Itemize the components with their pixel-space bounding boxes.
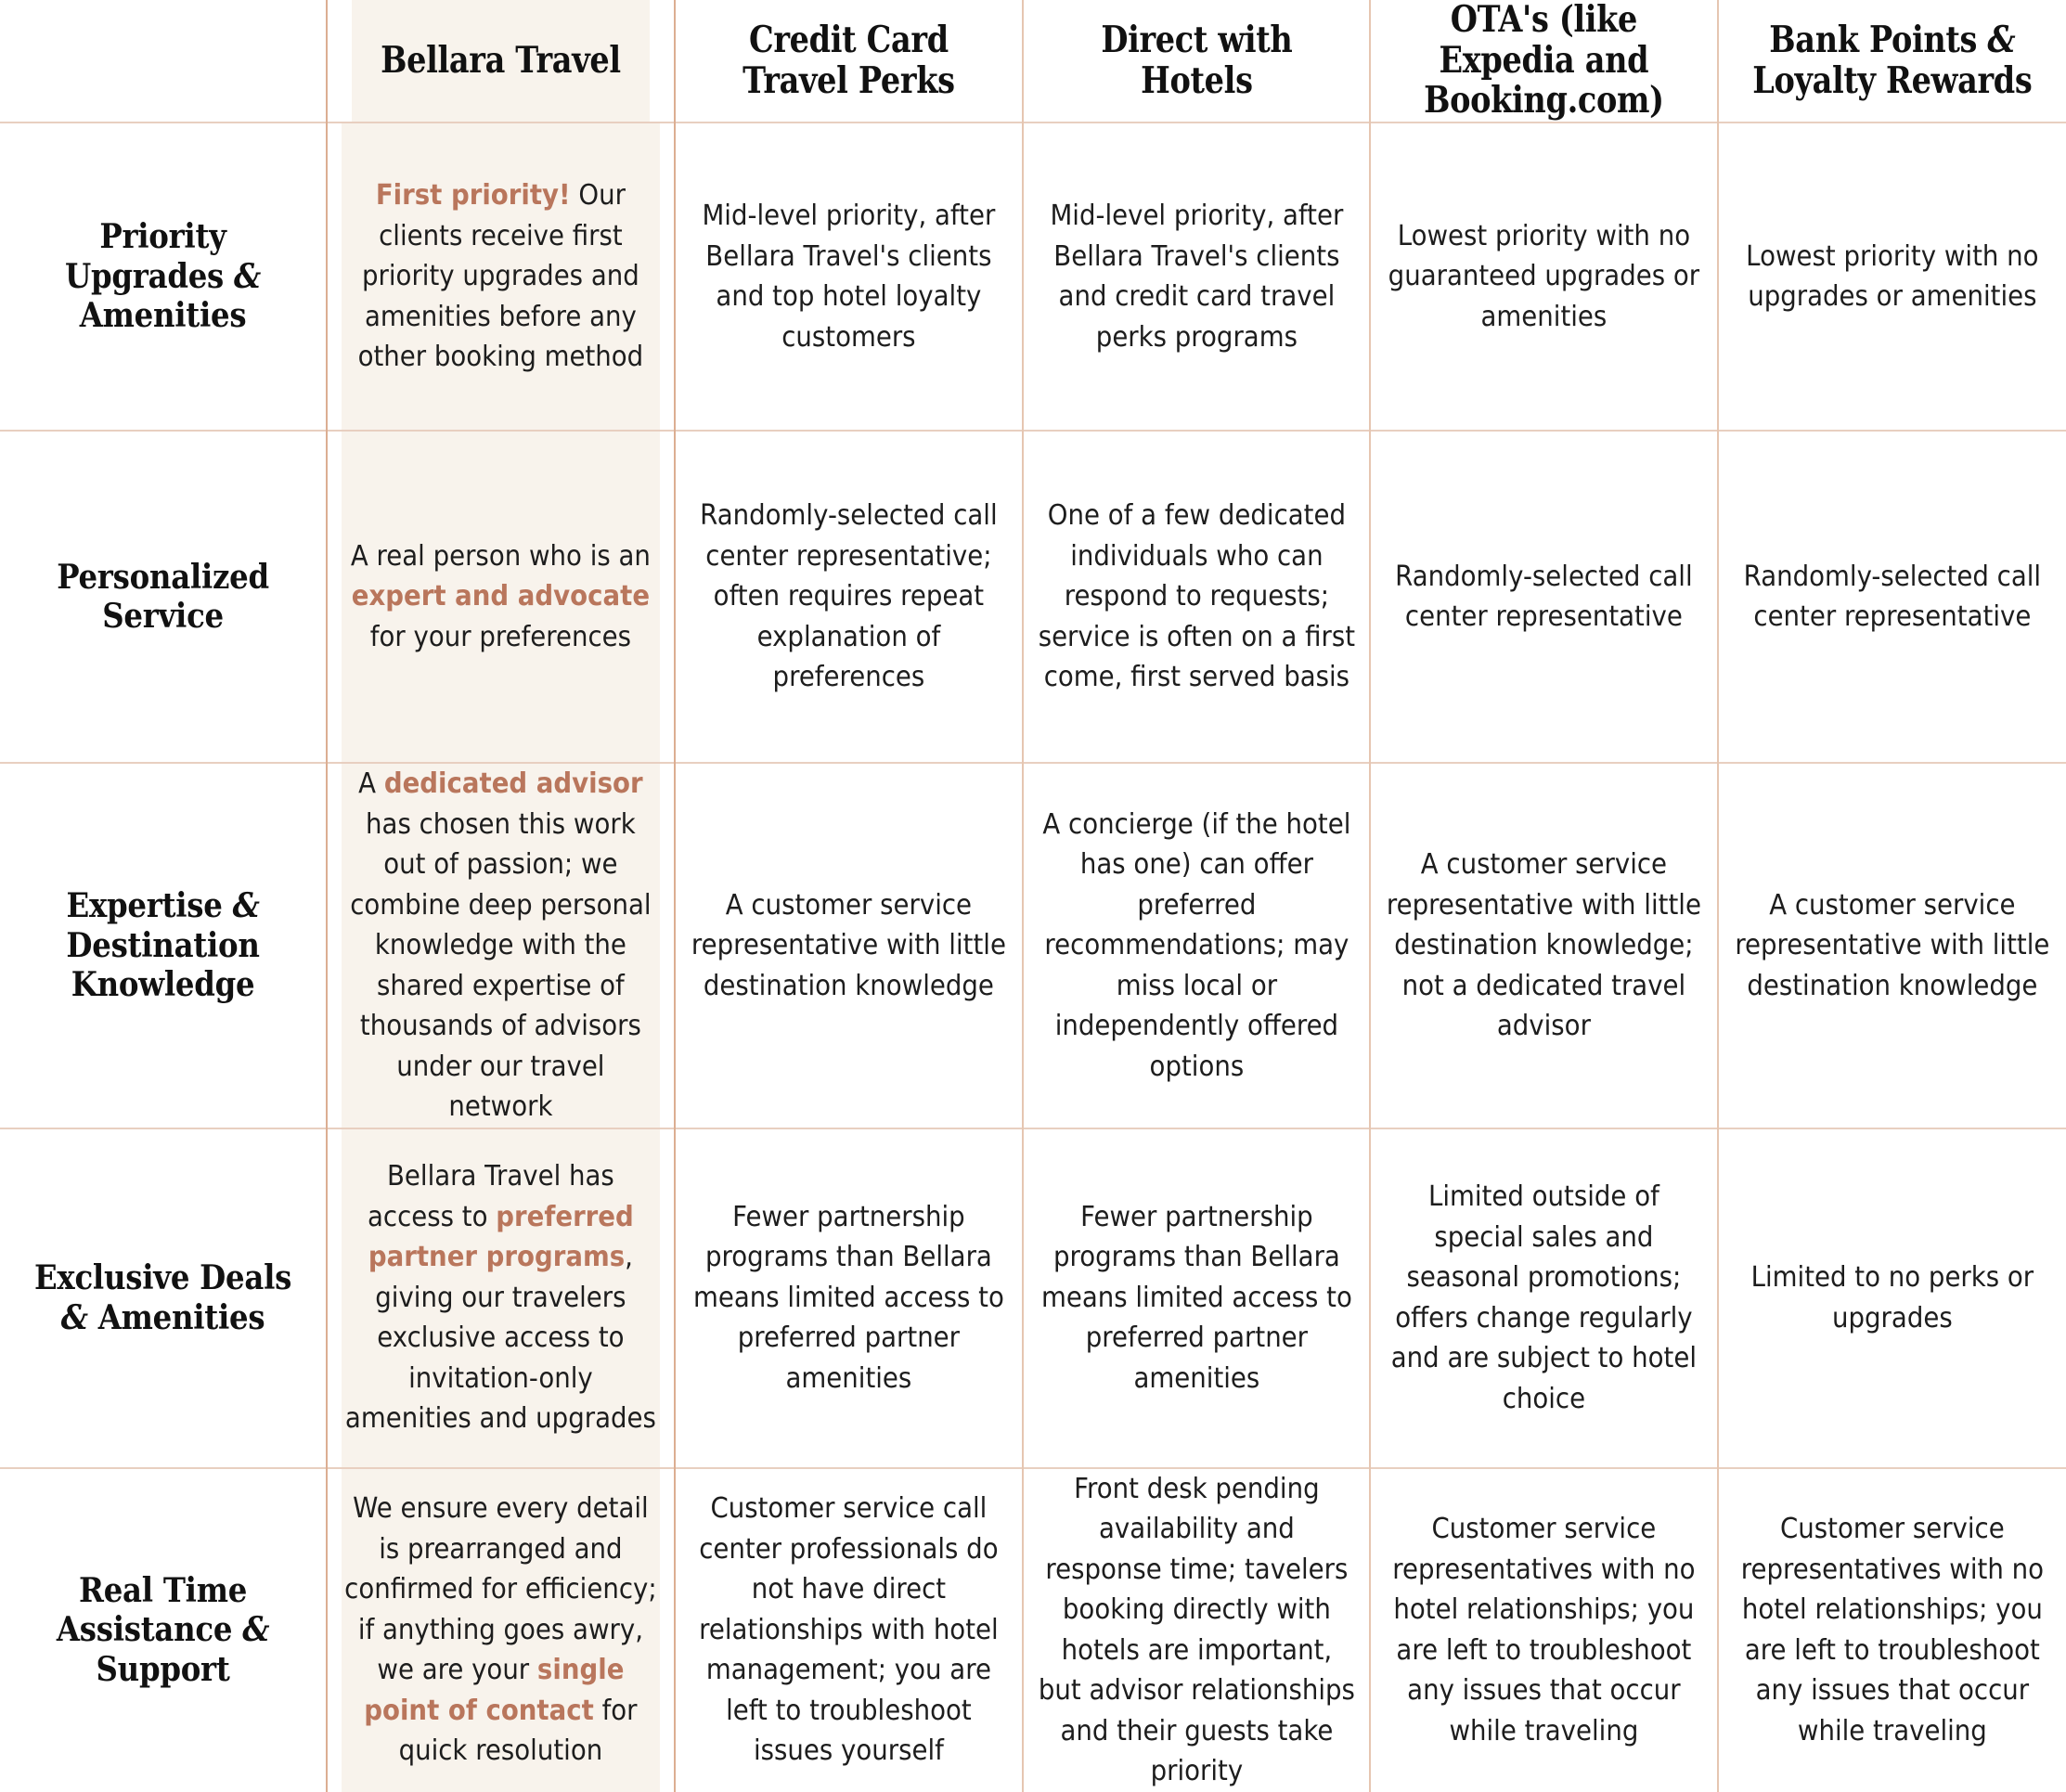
cell-direct: A concierge (if the hotel has one) can offer preferred recommendations; may miss local or independently offered options [1037, 763, 1357, 1128]
cell-direct: Fewer partnership programs than Bellara means limited access to preferred partner amenities [1037, 1128, 1357, 1468]
header-cell-otas: OTA's (like Expedia and Booking.com) [1395, 0, 1694, 122]
cell-bellara: We ensure every detail is prearranged and confirmed for efficiency; if anything goes awry, we are your single point of contact for quick resolution [341, 1468, 661, 1792]
table-row [0, 1128, 2066, 1468]
cell-credit_card: Mid-level priority, after Bellara Travel's clients and top hotel loyalty customers [689, 122, 1009, 431]
cell-bank: Lowest priority with no upgrades or amenities [1732, 122, 2052, 431]
cell-ota: Randomly-selected call center representative [1384, 431, 1704, 763]
cell-ota: Lowest priority with no guaranteed upgrades or amenities [1384, 122, 1704, 431]
cell-bellara: First priority! Our clients receive first priority upgrades and amenities before any other booking method [341, 122, 661, 431]
cell-bank: Customer service representatives with no hotel relationships; you are left to troubleshoot any issues that occur while traveling [1732, 1468, 2052, 1792]
row-feature-label: Exclusive Deals & Amenities [17, 1128, 311, 1468]
table-row [0, 122, 2066, 431]
table-row [0, 431, 2066, 763]
table-body [0, 122, 2066, 1792]
row-feature-label: Expertise & Destination Knowledge [17, 763, 311, 1128]
cell-bellara: A real person who is an expert and advocate for your preferences [341, 431, 661, 763]
cell-bank: A customer service representative with little destination knowledge [1732, 763, 2052, 1128]
header-row [0, 0, 2066, 122]
cell-ota: Customer service representatives with no hotel relationships; you are left to troubleshoot any issues that occur while traveling [1384, 1468, 1704, 1792]
highlighted-phrase: expert and advocate [351, 580, 651, 613]
cell-bellara: A dedicated advisor has chosen this work out of passion; we combine deep personal knowledge with the shared expertise of thousands of advisors under our travel network [341, 763, 661, 1128]
highlighted-phrase: preferred partner programs [368, 1200, 634, 1274]
cell-bank: Randomly-selected call center representative [1732, 431, 2052, 763]
cell-credit_card: Randomly-selected call center representative; often requires repeat explanation of preferences [689, 431, 1009, 763]
cell-ota: Limited outside of special sales and seasonal promotions; offers change regularly and are subject to hotel choice [1384, 1128, 1704, 1468]
cell-ota: A customer service representative with little destination knowledge; not a dedicated travel advisor [1384, 763, 1704, 1128]
ampersand-glyph: & [1987, 18, 2016, 61]
header-cell-credit-card-travel-perks: Credit Card Travel Perks [699, 0, 998, 122]
table-header [0, 0, 2066, 122]
cell-bank: Limited to no perks or upgrades [1732, 1128, 2052, 1468]
header-cell-feature [0, 0, 327, 122]
cell-credit_card: Customer service call center professionals do not have direct relationships with hotel management; you are left to troubleshoot issues yourself [689, 1468, 1009, 1792]
ampersand-glyph: & [234, 256, 262, 296]
row-feature-label: Real Time Assistance & Support [17, 1468, 311, 1792]
row-feature-label: Personalized Service [17, 431, 311, 763]
highlighted-phrase: dedicated advisor [383, 767, 643, 801]
table-row [0, 1468, 2066, 1792]
header-cell-bellara-travel: Bellara Travel [351, 0, 650, 122]
cell-direct: Mid-level priority, after Bellara Travel's clients and credit card travel perks programs [1037, 122, 1357, 431]
ampersand-glyph: & [60, 1297, 88, 1337]
header-cell-bank-points-loyalty-rewards: Bank Points & Loyalty Rewards [1742, 0, 2041, 122]
header-cell-direct-with-hotels: Direct with Hotels [1047, 0, 1346, 122]
ampersand-glyph: & [242, 1610, 270, 1650]
cell-bellara: Bellara Travel has access to preferred partner programs, giving our travelers exclusive access to invitation-only amenities and upgrades [341, 1128, 661, 1468]
cell-credit_card: Fewer partnership programs than Bellara means limited access to preferred partner amenities [689, 1128, 1009, 1468]
highlighted-phrase: single point of contact [364, 1654, 625, 1727]
cell-direct: One of a few dedicated individuals who can respond to requests; service is often on a first come, first served basis [1037, 431, 1357, 763]
row-feature-label: Priority Upgrades & Amenities [17, 122, 311, 431]
cell-credit_card: A customer service representative with little destination knowledge [689, 763, 1009, 1128]
table-row [0, 763, 2066, 1128]
ampersand-glyph: & [232, 886, 260, 926]
highlighted-phrase: First priority! [375, 179, 571, 213]
cell-direct: Front desk pending availability and response time; tavelers booking directly with hotels are important, but advisor relationships and their guests take priority [1037, 1468, 1357, 1792]
